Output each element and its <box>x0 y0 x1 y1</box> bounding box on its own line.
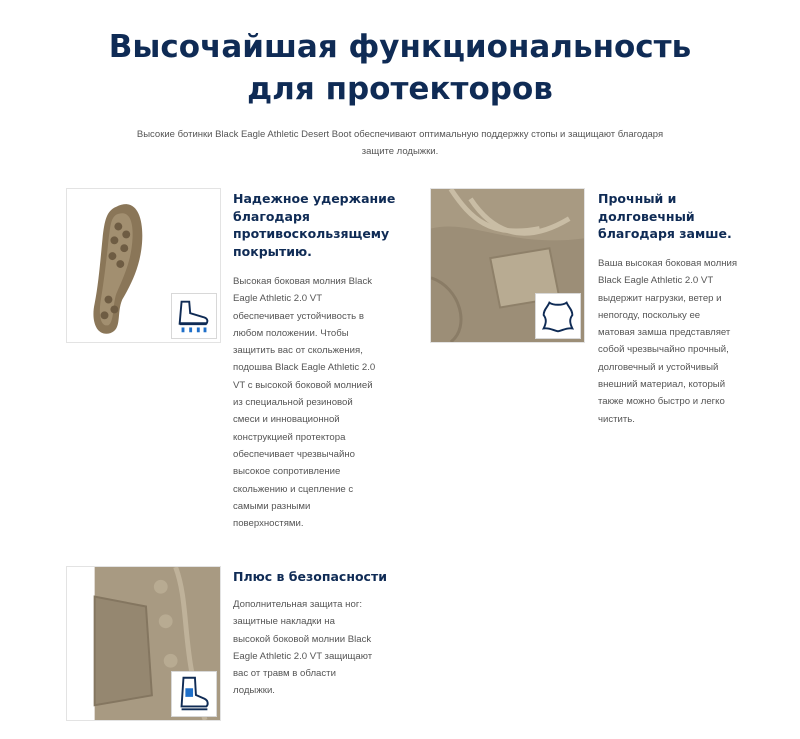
intro-text <box>110 126 690 160</box>
page-title <box>0 26 800 110</box>
ankle-protection-icon <box>171 671 217 717</box>
leather-hide-icon <box>535 293 581 339</box>
boot-sole-image <box>66 188 221 343</box>
feature-3-text: Дополнительная защита ног: защитные накладки на высокой боковой молнии Black Eagle Athletic 2.0 VT защищают вас от травм в области лодыжки. <box>233 599 373 697</box>
feature-1-text: Высокая боковая молния Black Eagle Athletic 2.0 VT обеспечивает устойчивость в любом положении. Чтобы защитить вас от скольжения, подошва Black Eagle Athletic 2.0 VT с высокой боковой молнией из специальной резиновой смеси и инновационной конструкцией протектора обеспечивает чрезвычайно высокое сопротивление скольжению и сцепление с самыми разными поверхностями. <box>233 276 376 530</box>
suede-upper-image <box>430 188 585 343</box>
feature-2-text: Ваша высокая боковая молния Black Eagle Athletic 2.0 VT выдержит нагрузки, ветер и непогоду, поскольку ее матовая замша представляет собой чрезвычайно прочный, долговечный и устойчивый внешний материал, который также можно быстро и легко чистить. <box>598 258 738 425</box>
boot-ankle-image <box>66 566 221 721</box>
feature-2-title: Прочный и долговечный благодаря замше. <box>598 191 732 241</box>
shoe-grip-icon <box>171 293 217 339</box>
intro-line-1: Высокие ботинки Black Eagle Athletic Desert Boot обеспечивают оптимальную поддержку стопы и защищают благодаря <box>136 129 664 140</box>
page-title-line-1: Высочайшая функциональность <box>108 29 692 65</box>
feature-1-title: Надежное удержание благодаря противоскользящему покрытию. <box>233 191 396 259</box>
feature-3-title: Плюс в безопасности <box>233 569 387 584</box>
intro-line-2: защите лодыжки. <box>361 146 439 157</box>
page-title-line-2: для протекторов <box>247 71 553 107</box>
